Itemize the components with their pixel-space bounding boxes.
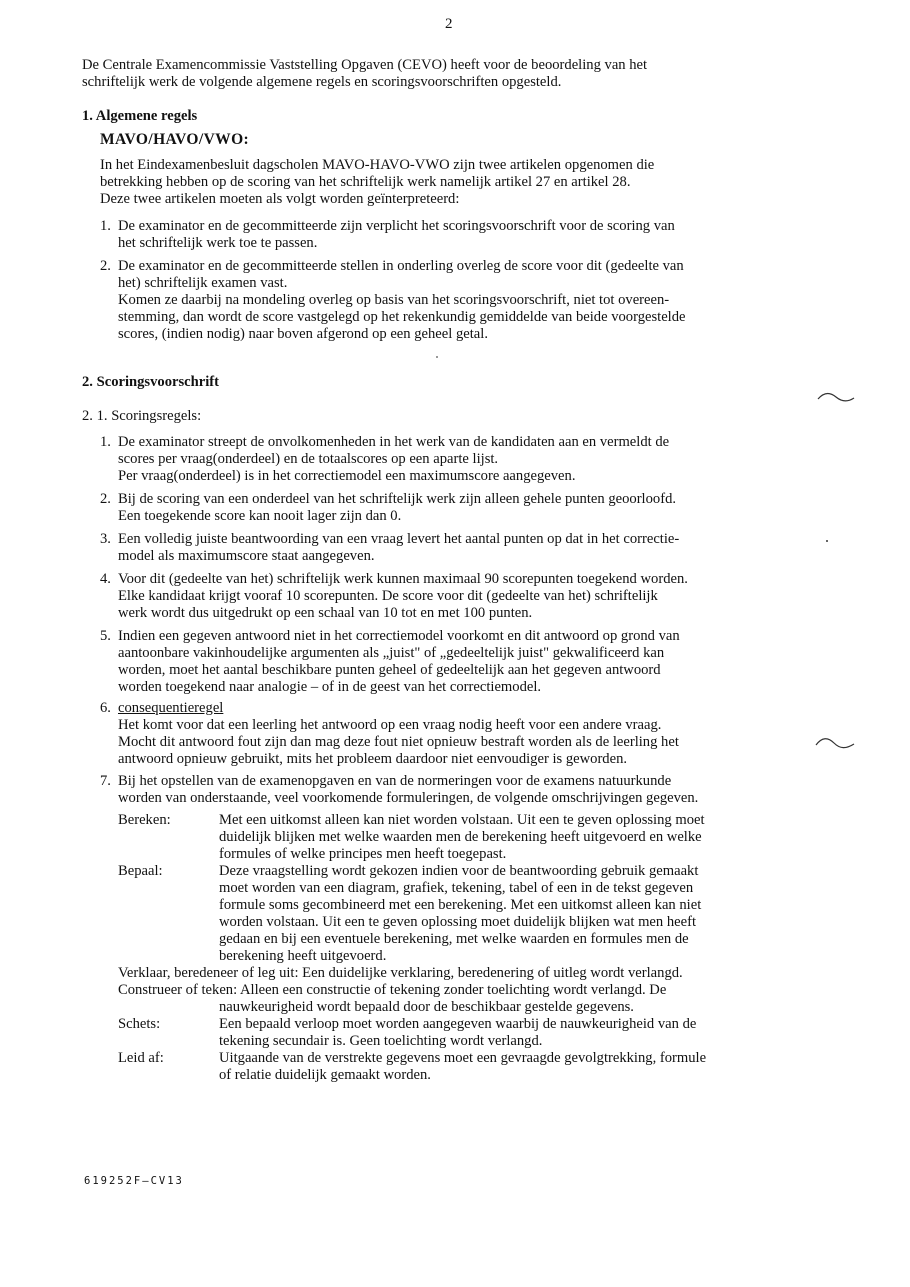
- list-item-line: het) schriftelijk examen vast.: [118, 275, 288, 291]
- list-item-line: De examinator en de gecommitteerde stellen in onderling overleg de score voor dit (gedeelte van: [118, 258, 684, 274]
- paragraph-line: Deze twee artikelen moeten als volgt worden geïnterpreteerd:: [100, 191, 460, 207]
- list-item-line: Bij de scoring van een onderdeel van het schriftelijk werk zijn alleen gehele punten geoorloofd.: [118, 491, 677, 507]
- definition-line: Deze vraagstelling wordt gekozen indien voor de beantwoording gebruik gemaakt: [219, 863, 699, 879]
- list-number: 6.: [100, 700, 111, 716]
- list-number: 4.: [100, 571, 111, 587]
- intro-line: De Centrale Examencommissie Vaststelling Opgaven (CEVO) heeft voor de beoordeling van het: [82, 57, 648, 73]
- definition-line: Construeer of teken: Alleen een constructie of tekening zonder toelichting wordt verlangd. De: [118, 982, 667, 998]
- definition-line: berekening heeft uitgevoerd.: [219, 948, 387, 964]
- definition-line: Een bepaald verloop moet worden aangegeven waarbij de nauwkeurigheid van de: [219, 1016, 697, 1032]
- list-number: 5.: [100, 628, 111, 644]
- list-number: 3.: [100, 531, 111, 547]
- list-item-line: worden toegekend naar analogie – of in de geest van het correctiemodel.: [118, 679, 542, 695]
- list-number: 1.: [100, 218, 111, 234]
- section-heading: 2. Scoringsvoorschrift: [82, 374, 220, 390]
- subheading-mavo: MAVO/HAVO/VWO:: [100, 131, 250, 148]
- list-item-line: scores per vraag(onderdeel) en de totaalscores op een aparte lijst.: [118, 451, 499, 467]
- definition-line: moet worden van een diagram, grafiek, tekening, tabel of een in de tekst gegeven: [219, 880, 694, 896]
- list-item-line: Mocht dit antwoord fout zijn dan mag deze fout niet opnieuw bestraft worden als de leerling het: [118, 734, 679, 750]
- list-item-line: stemming, dan wordt de score vastgelegd op het rekenkundig gemiddelde van beide voorgestelde: [118, 309, 686, 325]
- footer-code: 619252F–CV13: [84, 1175, 184, 1187]
- list-item-line: aantoonbare vakinhoudelijke argumenten als „juist" of „gedeeltelijk juist" gekwalificeerd kan: [118, 645, 665, 661]
- intro-line: schriftelijk werk de volgende algemene regels en scoringsvoorschriften opgesteld.: [82, 74, 562, 90]
- definition-line: tekening secundair is. Geen toelichting wordt verlangd.: [219, 1033, 543, 1049]
- definition-line: Met een uitkomst alleen kan niet worden volstaan. Uit een te geven oplossing moet: [219, 812, 705, 828]
- definition-term: Bereken:: [118, 812, 171, 828]
- margin-tilde-mark: [814, 735, 856, 751]
- definition-term: Bepaal:: [118, 863, 163, 879]
- paragraph-line: betrekking hebben op de scoring van het schriftelijk werk namelijk artikel 27 en artikel 28.: [100, 174, 631, 190]
- margin-tilde-mark: [816, 390, 856, 404]
- consequentieregel-title: consequentieregel: [118, 700, 224, 716]
- list-item-line: worden, moet het aantal beschikbare punten geheel of gedeeltelijk aan het gegeven antwoord: [118, 662, 661, 678]
- list-number: 7.: [100, 773, 111, 789]
- margin-dot-mark: [826, 540, 828, 542]
- definition-line: duidelijk blijken met welke waarden men de berekening heeft uitgevoerd en welke: [219, 829, 702, 845]
- list-item-line: Het komt voor dat een leerling het antwoord op een vraag nodig heeft voor een andere vraag.: [118, 717, 662, 733]
- list-item-line: model als maximumscore staat aangegeven.: [118, 548, 375, 564]
- list-item-line: De examinator en de gecommitteerde zijn verplicht het scoringsvoorschrift voor de scoring van: [118, 218, 675, 234]
- list-item-line: worden van onderstaande, veel voorkomende formuleringen, de volgende omschrijvingen gegeven.: [118, 790, 699, 806]
- paragraph-line: In het Eindexamenbesluit dagscholen MAVO-HAVO-VWO zijn twee artikelen opgenomen die: [100, 157, 655, 173]
- list-item-line: scores, (indien nodig) naar boven afgerond op een geheel getal.: [118, 326, 488, 342]
- definition-line: formules of welke principes men heeft toegepast.: [219, 846, 507, 862]
- list-number: 2.: [100, 491, 111, 507]
- list-item-line: De examinator streept de onvolkomenheden in het werk van de kandidaten aan en vermeldt de: [118, 434, 670, 450]
- definition-line: nauwkeurigheid wordt bepaald door de beschikbaar gestelde gegevens.: [219, 999, 634, 1015]
- page-number: 2: [445, 16, 453, 32]
- definition-line: gedaan en bij een eventuele berekening, met welke waarden en formules men de: [219, 931, 689, 947]
- list-item-line: werk wordt dus uitgedrukt op een schaal van 10 tot en met 100 punten.: [118, 605, 533, 621]
- center-dot-mark: [436, 356, 438, 358]
- subheading-scoringsregels: 2. 1. Scoringsregels:: [82, 408, 202, 424]
- definition-term: Schets:: [118, 1016, 161, 1032]
- definition-line: Uitgaande van de verstrekte gegevens moet een gevraagde gevolgtrekking, formule: [219, 1050, 707, 1066]
- list-number: 1.: [100, 434, 111, 450]
- list-item-line: antwoord opnieuw gebruikt, mits het probleem daardoor niet eenvoudiger is geworden.: [118, 751, 628, 767]
- list-item-line: Indien een gegeven antwoord niet in het correctiemodel voorkomt en dit antwoord op grond van: [118, 628, 680, 644]
- list-number: 2.: [100, 258, 111, 274]
- list-item-line: Komen ze daarbij na mondeling overleg op basis van het scoringsvoorschrift, niet tot overeen-: [118, 292, 670, 308]
- list-item-line: Een toegekende score kan nooit lager zijn dan 0.: [118, 508, 402, 524]
- list-item-line: het schriftelijk werk toe te passen.: [118, 235, 318, 251]
- definition-line: worden volstaan. Uit een te geven oplossing moet duidelijk blijken wat men heeft: [219, 914, 697, 930]
- list-item-line: Een volledig juiste beantwoording van een vraag levert het aantal punten op dat in het correctie-: [118, 531, 680, 547]
- definition-term: Leid af:: [118, 1050, 164, 1066]
- list-item-line: Elke kandidaat krijgt vooraf 10 scorepunten. De score voor dit (gedeelte van het) schriftelijk: [118, 588, 658, 604]
- definition-line: formule soms gecombineerd met een berekening. Met een uitkomst alleen kan niet: [219, 897, 702, 913]
- list-item-line: Per vraag(onderdeel) is in het correctiemodel een maximumscore aangegeven.: [118, 468, 576, 484]
- definition-line: of relatie duidelijk gemaakt worden.: [219, 1067, 431, 1083]
- list-item-line: Bij het opstellen van de examenopgaven en van de normeringen voor de examens natuurkunde: [118, 773, 672, 789]
- section-heading: 1. Algemene regels: [82, 108, 198, 124]
- definition-line: Verklaar, beredeneer of leg uit: Een duidelijke verklaring, beredenering of uitleg wordt verlangd.: [118, 965, 683, 981]
- list-item-line: Voor dit (gedeelte van het) schriftelijk werk kunnen maximaal 90 scorepunten toegekend worden.: [118, 571, 688, 587]
